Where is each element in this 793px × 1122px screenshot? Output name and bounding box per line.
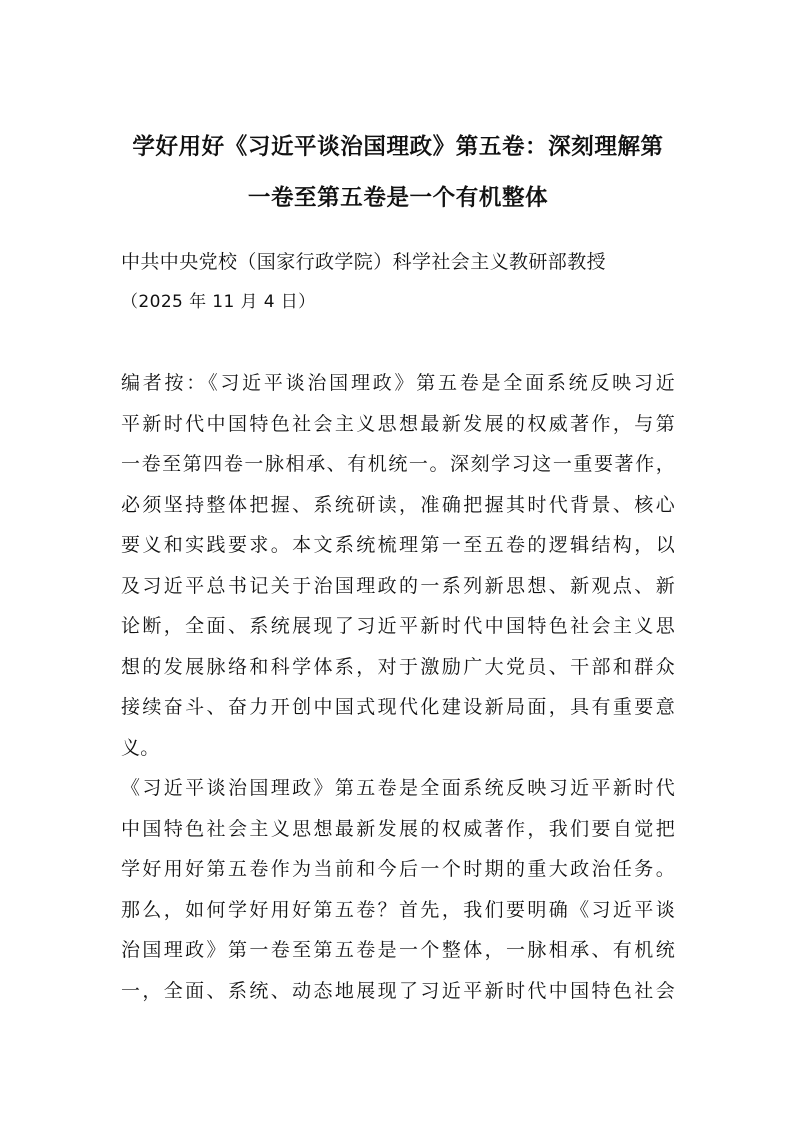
author-block xyxy=(121,242,675,322)
title-line: 一卷至第五卷是一个有机整体 xyxy=(247,185,549,211)
author-affiliation: 中共中央党校（国家行政学院）科学社会主义教研部教授 xyxy=(121,251,607,273)
title-line: 学好用好《习近平谈治国理政》第五卷：深刻理解第 xyxy=(132,134,664,160)
text-line: 平新时代中国特色社会主义思想最新发展的权威著作，与第 xyxy=(121,412,675,435)
text-line: 接续奋斗、奋力开创中国式现代化建设新局面，具有重要意 xyxy=(121,696,675,718)
text-line: 要义和实践要求。本文系统梳理第一至五卷的逻辑结构，以 xyxy=(121,534,675,556)
text-line: 论断，全面、系统展现了习近平新时代中国特色社会主义思 xyxy=(121,615,675,637)
editor-note xyxy=(121,363,675,768)
publish-date: （2025 年 11 月 4 日） xyxy=(121,292,316,312)
text-line: 及习近平总书记关于治国理政的一系列新思想、新观点、新 xyxy=(121,574,675,597)
text-line: 想的发展脉络和科学体系，对于激励广大党员、干部和群众 xyxy=(121,655,675,678)
text-line: 一卷至第四卷一脉相承、有机统一。深刻学习这一重要著作， xyxy=(121,453,675,475)
text-line: 学好用好第五卷作为当前和今后一个时期的重大政治任务。 xyxy=(121,858,675,880)
document-title xyxy=(121,122,675,224)
text-line: 编者按：《习近平谈治国理政》第五卷是全面系统反映习近 xyxy=(121,372,675,394)
body-paragraph xyxy=(121,768,675,1011)
text-line: 那么，如何学好用好第五卷？首先，我们要明确《习近平谈 xyxy=(121,898,675,921)
text-line: 中国特色社会主义思想最新发展的权威著作，我们要自觉把 xyxy=(121,817,675,840)
document-body xyxy=(121,363,675,1011)
text-line: 必须坚持整体把握、系统研读，准确把握其时代背景、核心 xyxy=(121,493,675,516)
text-line: 《习近平谈治国理政》第五卷是全面系统反映习近平新时代 xyxy=(121,777,675,799)
text-line: 治国理政》第一卷至第五卷是一个整体，一脉相承、有机统 xyxy=(121,939,675,961)
text-line: 一，全面、系统、动态地展现了习近平新时代中国特色社会 xyxy=(121,979,675,1002)
text-line: 义。 xyxy=(121,736,160,759)
